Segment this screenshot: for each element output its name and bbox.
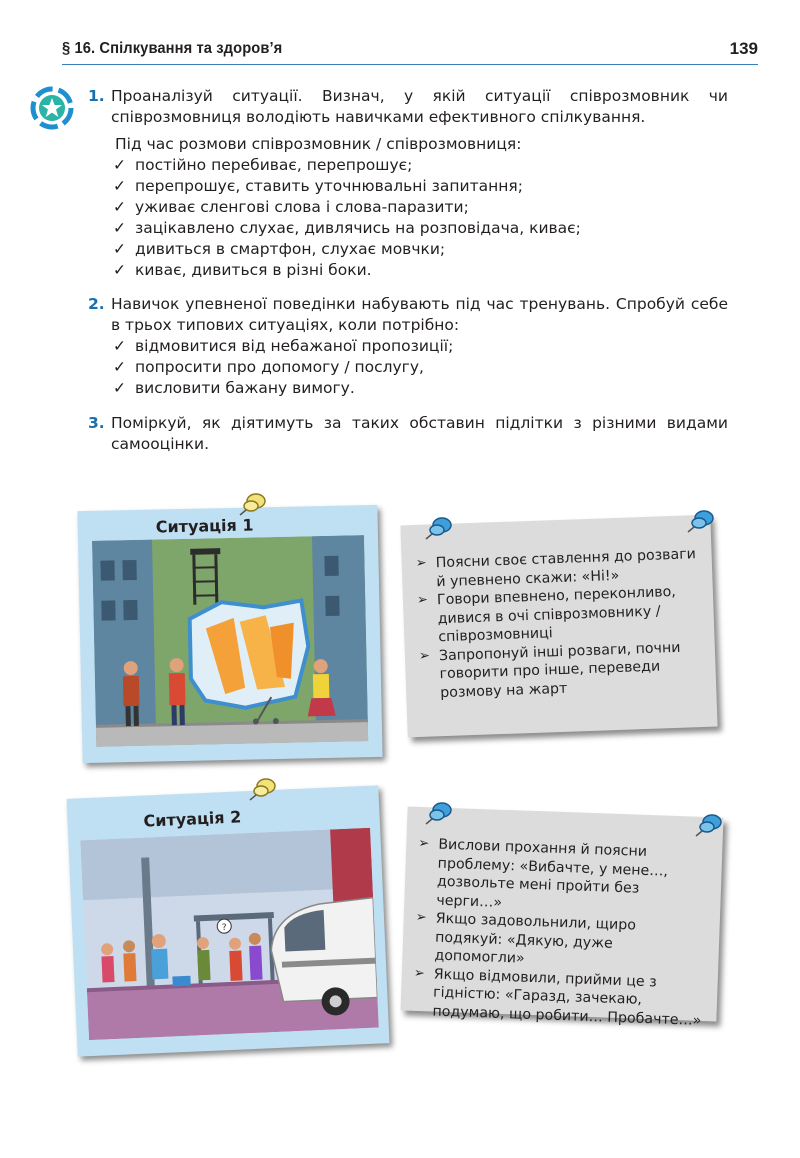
list-item: ✓ киває, дивиться в різні боки. (113, 261, 372, 279)
page-header (62, 38, 758, 65)
pushpin-blue-icon (694, 812, 724, 838)
task-1 (88, 86, 728, 281)
list-item: ➢ Якщо задовольнили, щиро подякуй: «Дякую, дуже допомогли» (415, 909, 637, 967)
section-title: § 16. Спілкування та здоров’я (62, 40, 283, 57)
situation-title: Ситуація 1 (155, 515, 254, 537)
list-item: ✓ відмовитися від небажаної пропозиції; (113, 337, 454, 355)
list-item: ➢ Запропонуй інші розваги, почни говорити про інше, переведи розмову на жарт (418, 639, 681, 701)
list-item: ✓ зацікавлено слухає, дивлячись на розповідача, киває; (113, 219, 581, 237)
pushpin-blue-icon (424, 515, 454, 541)
list-item: ✓ уживає сленгові слова і слова-паразити; (113, 198, 469, 216)
arrow-bullet-icon: ➢ (418, 648, 431, 664)
arrow-bullet-icon: ➢ (418, 835, 430, 852)
tips-list (415, 545, 702, 703)
task-number: 1. (88, 87, 105, 105)
list-item: ✓ постійно перебиває, перепрошує; (113, 156, 413, 174)
check-icon: ✓ (113, 358, 126, 376)
question-bubble: ? (221, 923, 227, 934)
task-2 (88, 294, 728, 399)
bus-stop-scene-illustration (80, 828, 378, 1040)
task-text: Навичок упевненої поведінки набувають під час тренувань. Спробуй себе в трьох типових ситуаціях, коли потрібно: (111, 295, 728, 334)
list-item: ✓ перепрошує, ставить уточнювальні запитання; (113, 177, 523, 195)
check-list (111, 336, 728, 399)
star-icon (30, 86, 74, 130)
arrow-bullet-icon: ➢ (413, 965, 426, 981)
arrow-bullet-icon: ➢ (416, 592, 429, 608)
list-item: ➢ Якщо відмовили, прийми це з гідністю: «Гаразд, зачекаю, подумаю, що робити… Пробачте…» (413, 965, 702, 1029)
situation-title: Ситуація 2 (143, 807, 242, 831)
check-icon: ✓ (113, 219, 126, 237)
pushpin-blue-icon (424, 800, 454, 826)
task-number: 2. (88, 295, 105, 313)
check-icon: ✓ (113, 177, 126, 195)
page-number: 139 (729, 39, 758, 58)
list-item: ➢ Поясни своє ставлення до розваги й упевнено скажи: «Ні!» (415, 546, 697, 590)
task-text: Поміркуй, як діятимуть за таких обставин підлітки з різними видами самооцінки. (111, 414, 728, 453)
list-item: ➢ Говори впевнено, переконливо, дивися в очі співрозмовнику / співрозмовниці (416, 583, 677, 646)
check-icon: ✓ (113, 379, 126, 397)
check-icon: ✓ (113, 156, 126, 174)
check-icon: ✓ (113, 240, 126, 258)
tips-list (412, 835, 710, 1030)
list-item: ✓ висловити бажану вимогу. (113, 379, 355, 397)
pushpin-blue-icon (686, 508, 716, 534)
pushpin-yellow-icon (238, 491, 268, 517)
task-text: Проаналізуй ситуації. Визнач, у якій ситуації співрозмовник чи співрозмовниця володіють навичками ефективного спілкування. (111, 87, 728, 126)
situation-2-card (67, 785, 390, 1056)
situation-1-card (77, 505, 382, 763)
check-icon: ✓ (113, 261, 126, 279)
graffiti-scene-illustration (92, 535, 368, 747)
task-number: 3. (88, 414, 105, 432)
task-intro: Під час розмови співрозмовник / співрозмовниця: (115, 135, 522, 153)
list-item: ➢ Вислови прохання й поясни проблему: «Вибачте, у мене…, дозвольте мені пройти без черги…» (418, 835, 669, 911)
situation-1-tips-note (400, 515, 717, 738)
list-item: ✓ попросити про допомогу / послугу, (113, 358, 424, 376)
check-list (111, 155, 728, 281)
pushpin-yellow-icon (248, 776, 278, 802)
situation-2-tips-note (401, 807, 724, 1029)
tasks-block (88, 86, 728, 455)
check-icon: ✓ (113, 337, 126, 355)
arrow-bullet-icon: ➢ (415, 555, 427, 571)
list-item: ✓ дивиться в смартфон, слухає мовчки; (113, 240, 446, 258)
check-icon: ✓ (113, 198, 126, 216)
task-3 (88, 413, 728, 455)
arrow-bullet-icon: ➢ (415, 909, 427, 926)
